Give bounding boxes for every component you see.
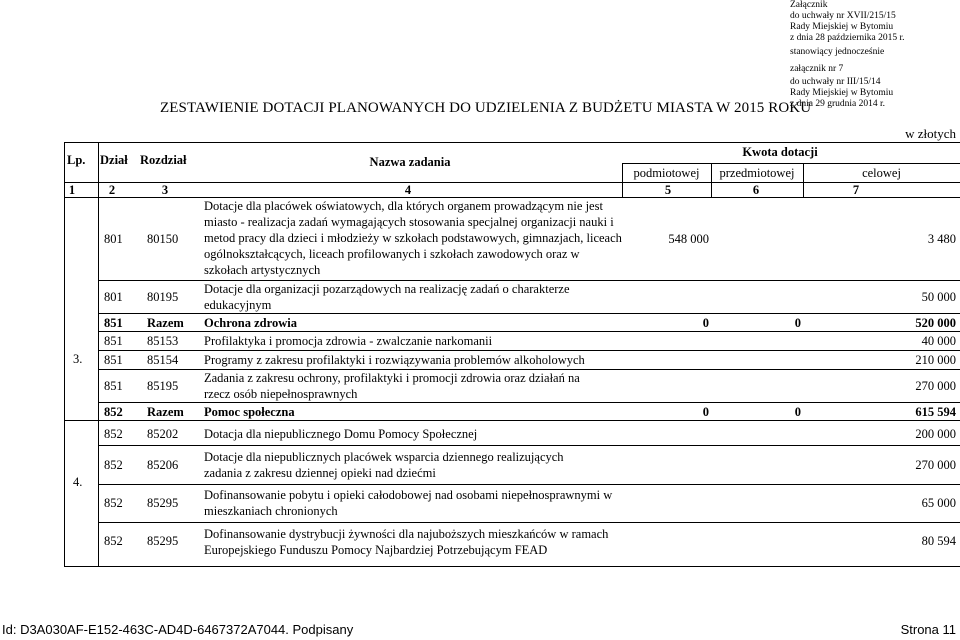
cell-rozdzial: 85195 xyxy=(147,379,179,393)
header-nazwa: Nazwa zadania xyxy=(369,155,451,169)
header-rozdzial: Rozdział xyxy=(140,153,187,167)
cell-dzial: 851 xyxy=(104,316,123,330)
note-line: załącznik nr 7 xyxy=(790,64,844,74)
cell-celowej: 270 000 xyxy=(915,379,956,393)
column-number: 1 xyxy=(68,183,76,197)
cell-celowej: 65 000 xyxy=(921,496,956,510)
cell-rozdzial: 80195 xyxy=(147,290,179,304)
cell-rozdzial: 85154 xyxy=(147,353,179,367)
group-label: 4. xyxy=(73,475,83,489)
cell-celowej: 210 000 xyxy=(915,353,956,367)
column-number: 2 xyxy=(108,183,116,197)
rule xyxy=(622,163,960,164)
note-line: do uchwały nr III/15/14 xyxy=(790,77,881,87)
rule xyxy=(64,182,960,183)
note-line: z dnia 29 grudnia 2014 r. xyxy=(790,99,885,109)
cell-nazwa: Ochrona zdrowia xyxy=(204,316,297,330)
cell-nazwa: Dofinansowanie dystrybucji żywności dla najuboższych mieszkańców w ramach Europejskiego Funduszu Pomocy Najbardziej Potrzebującym FEAD xyxy=(204,527,609,557)
cell-dzial: 852 xyxy=(104,405,123,419)
cell-dzial: 851 xyxy=(104,379,123,393)
cell-nazwa: Pomoc społeczna xyxy=(204,405,295,419)
cell-nazwa: Zadania z zakresu ochrony, profilaktyki i promocji zdrowia oraz działań na rzecz osób niepełnosprawnych xyxy=(204,371,580,401)
note-line: z dnia 28 października 2015 r. xyxy=(790,33,905,43)
cell-rozdzial: 85202 xyxy=(147,427,179,441)
header-przedmiotowej: przedmiotowej xyxy=(719,166,795,180)
cell-dzial: 852 xyxy=(104,496,123,510)
cell-nazwa: Dofinansowanie pobytu i opieki całodobowej nad osobami niepełnosprawnymi w mieszkaniach chronionych xyxy=(204,488,613,518)
cell-dzial: 852 xyxy=(104,458,123,472)
cell-dzial: 852 xyxy=(104,427,123,441)
column-number: 4 xyxy=(404,183,412,197)
column-number: 3 xyxy=(161,183,169,197)
cell-rozdzial: 85295 xyxy=(147,534,179,548)
cell-nazwa: Dotacja dla niepublicznego Domu Pomocy Społecznej xyxy=(204,427,478,441)
group-label: 3. xyxy=(73,352,83,366)
cell-przedmiotowej: 0 xyxy=(794,316,801,330)
rule xyxy=(98,484,960,485)
document-id: Id: D3A030AF-E152-463C-AD4D-6467372A7044. Podpisany xyxy=(2,622,354,637)
rule xyxy=(64,566,960,567)
rule xyxy=(98,313,960,314)
cell-przedmiotowej: 0 xyxy=(794,405,801,419)
cell-rozdzial: 85206 xyxy=(147,458,179,472)
note-line: Załącznik xyxy=(790,0,828,10)
cell-celowej: 3 480 xyxy=(927,232,956,246)
note-line: Rady Miejskiej w Bytomiu xyxy=(790,22,894,32)
cell-celowej: 80 594 xyxy=(921,534,956,548)
cell-podmiotowej: 0 xyxy=(702,405,709,419)
rule xyxy=(98,142,99,566)
header-podmiotowej: podmiotowej xyxy=(633,166,700,180)
rule xyxy=(98,522,960,523)
cell-celowej: 40 000 xyxy=(921,334,956,348)
cell-rozdzial: 80150 xyxy=(147,232,179,246)
cell-rozdzial: Razem xyxy=(147,316,184,330)
page-title: ZESTAWIENIE DOTACJI PLANOWANYCH DO UDZIELENIA Z BUDŻETU MIASTA W 2015 ROKU xyxy=(160,100,812,116)
rule xyxy=(64,420,960,421)
note-line: do uchwały nr XVII/215/15 xyxy=(790,11,896,21)
cell-celowej: 270 000 xyxy=(915,458,956,472)
cell-podmiotowej: 0 xyxy=(702,316,709,330)
cell-celowej: 520 000 xyxy=(915,316,956,330)
cell-dzial: 852 xyxy=(104,534,123,548)
rule xyxy=(98,350,960,351)
column-number: 6 xyxy=(752,183,760,197)
unit-label: w złotych xyxy=(905,126,956,141)
note-line: Rady Miejskiej w Bytomiu xyxy=(790,88,894,98)
cell-nazwa: Profilaktyka i promocja zdrowia - zwalczanie narkomanii xyxy=(204,334,493,348)
cell-nazwa: Programy z zakresu profilaktyki i rozwiązywania problemów alkoholowych xyxy=(204,353,585,367)
page-number: Strona 11 xyxy=(900,622,956,637)
cell-celowej: 615 594 xyxy=(915,405,956,419)
cell-nazwa: Dotacje dla placówek oświatowych, dla których organem prowadzącym nie jest miasto - realizacja zadań wymagających stosowania specjalnej organizacji nauki i metod pracy dla dzieci i młodzieży w szkołach podstawowych, gimnazjach, liceach ogólnokształcących, liceach profilowanych i szkołach zawodowych oraz w szkołach artystycznych xyxy=(204,199,622,277)
cell-rozdzial: 85295 xyxy=(147,496,179,510)
rule xyxy=(98,402,960,403)
rule xyxy=(98,445,960,446)
cell-nazwa: Dotacje dla niepublicznych placówek wsparcia dziennego realizujących zadania z zakresu dziennej opieki nad dziećmi xyxy=(204,450,564,480)
cell-podmiotowej: 548 000 xyxy=(668,232,709,246)
cell-dzial: 851 xyxy=(104,334,123,348)
column-number: 7 xyxy=(852,183,860,197)
header-kwota: Kwota dotacji xyxy=(742,145,818,159)
cell-dzial: 801 xyxy=(104,232,123,246)
cell-celowej: 200 000 xyxy=(915,427,956,441)
rule xyxy=(64,142,960,143)
rule xyxy=(64,142,65,566)
header-dzial: Dział xyxy=(100,153,128,167)
cell-nazwa: Dotacje dla organizacji pozarządowych na realizację zadań o charakterze edukacyjnym xyxy=(204,282,570,312)
rule xyxy=(98,331,960,332)
cell-celowej: 50 000 xyxy=(921,290,956,304)
cell-dzial: 851 xyxy=(104,353,123,367)
note-line: stanowiący jednocześnie xyxy=(790,47,885,57)
header-celowej: celowej xyxy=(862,166,901,180)
cell-dzial: 801 xyxy=(104,290,123,304)
cell-rozdzial: Razem xyxy=(147,405,184,419)
header-lp: Lp. xyxy=(67,153,86,167)
cell-rozdzial: 85153 xyxy=(147,334,179,348)
column-number: 5 xyxy=(664,183,672,197)
